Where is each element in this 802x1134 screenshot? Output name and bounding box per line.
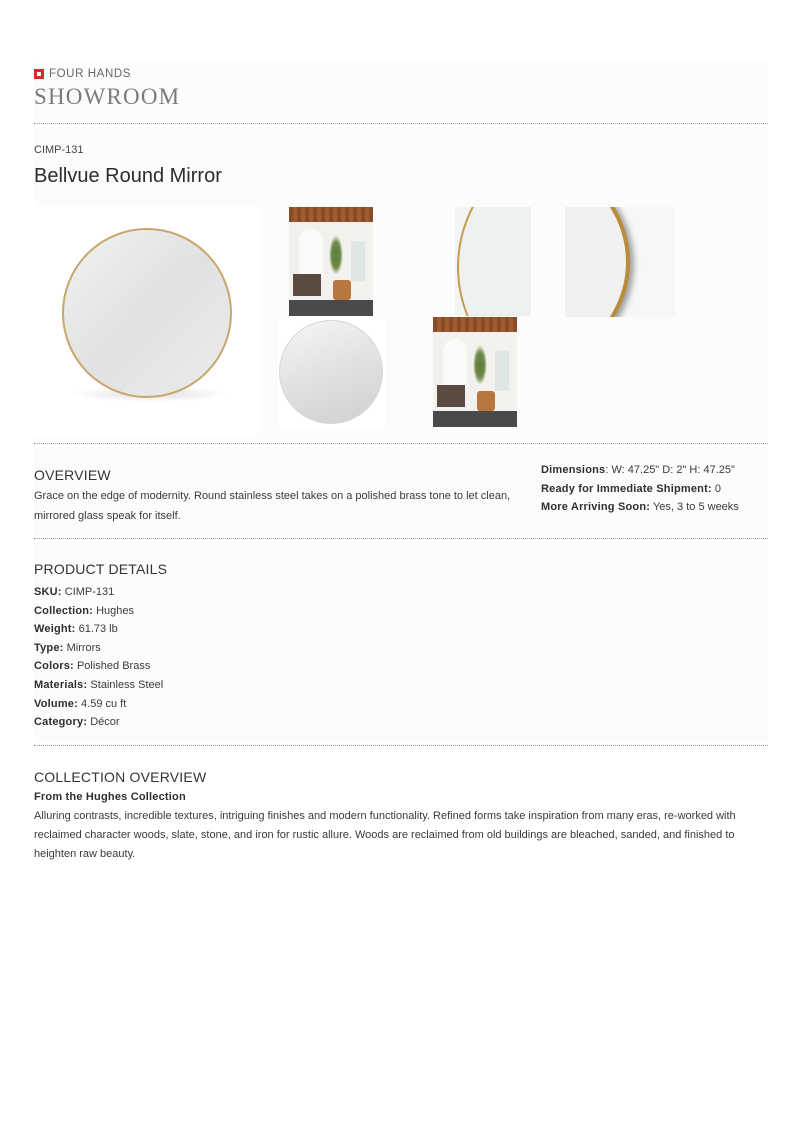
collection-subheading: From the Hughes Collection bbox=[34, 791, 186, 803]
showroom-title: SHOWROOM bbox=[34, 84, 181, 109]
divider bbox=[34, 443, 768, 444]
detail-row-category: Category: Décor bbox=[34, 716, 120, 729]
mirror-edge-detail-image bbox=[455, 207, 531, 316]
product-title: Bellvue Round Mirror bbox=[34, 165, 222, 187]
spec-dimensions: Dimensions: W: 47.25" D: 2" H: 47.25" bbox=[541, 464, 735, 476]
detail-row-sku: SKU: CIMP-131 bbox=[34, 586, 115, 598]
overview-heading: OVERVIEW bbox=[34, 467, 111, 483]
detail-row-materials: Materials: Stainless Steel bbox=[34, 678, 164, 691]
room-scene-image bbox=[289, 207, 373, 316]
collection-text: Alluring contrasts, incredible textures, intriguing finishes and modern functionality. Refined forms take inspiration from many eras, re-worked with reclaimed character woods, slate, stone, and iron for rustic allure. Woods are reclaimed from old buildings are bleached, sanded, and finished to heighten raw beauty. bbox=[34, 810, 736, 860]
round-mirror-photo bbox=[62, 228, 232, 398]
room-scene-image-2 bbox=[433, 317, 517, 427]
collection-overview-heading: COLLECTION OVERVIEW bbox=[34, 769, 207, 785]
brand-name: FOUR HANDS bbox=[49, 68, 132, 80]
spec-ready-shipment: Ready for Immediate Shipment: 0 bbox=[541, 483, 722, 495]
brand-mark-icon bbox=[34, 69, 44, 79]
detail-row-colors: Colors: Polished Brass bbox=[34, 660, 151, 673]
product-details-heading: PRODUCT DETAILS bbox=[34, 561, 168, 577]
detail-row-volume: Volume: 4.59 cu ft bbox=[34, 697, 127, 710]
mirror-angle-image bbox=[278, 319, 386, 427]
detail-row-collection: Collection: Hughes bbox=[34, 604, 135, 617]
divider bbox=[34, 538, 768, 539]
overview-text: Grace on the edge of modernity. Round stainless steel takes on a polished brass tone to let clean, mirrored glass speak for itself. bbox=[34, 490, 511, 522]
product-details-list bbox=[34, 583, 163, 732]
mirror-frame-detail-image bbox=[565, 207, 675, 317]
brand-logo bbox=[34, 68, 131, 80]
divider bbox=[34, 745, 768, 746]
main-product-image bbox=[34, 206, 260, 436]
product-sku: CIMP-131 bbox=[34, 144, 84, 156]
divider bbox=[34, 123, 768, 124]
spec-more-arriving: More Arriving Soon: Yes, 3 to 5 weeks bbox=[541, 501, 739, 513]
detail-row-type: Type: Mirrors bbox=[34, 641, 101, 654]
detail-row-weight: Weight: 61.73 lb bbox=[34, 623, 118, 636]
